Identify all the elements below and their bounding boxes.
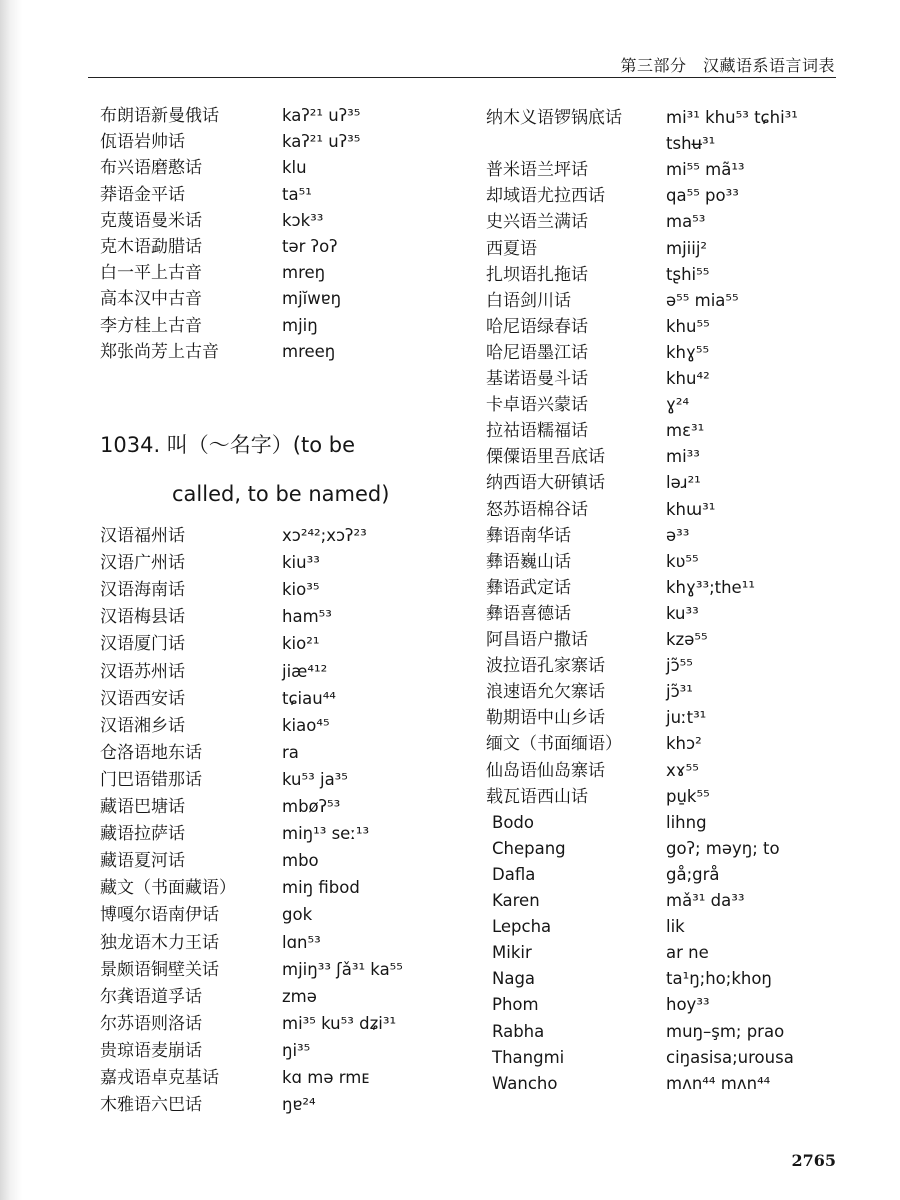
- language-name: 克木语勐腊话: [100, 237, 202, 257]
- language-name: 却域语尤拉西话: [486, 186, 605, 207]
- word-form: ta⁵¹: [282, 184, 312, 204]
- word-form: lihng: [666, 812, 707, 832]
- language-name: 李方桂上古音: [100, 315, 202, 336]
- word-form: mi⁵⁵ mã¹³: [666, 160, 745, 180]
- language-name: 勒期语中山乡话: [486, 708, 605, 729]
- language-name: 门巴语错那话: [100, 769, 202, 790]
- language-name: 汉语厦门话: [100, 634, 185, 655]
- entry-heading-line2: called, to be named): [172, 482, 390, 506]
- language-name: 汉语西安话: [100, 688, 185, 709]
- language-name: 藏文（书面藏语）: [100, 878, 236, 899]
- word-form: khɣ³³;the¹¹: [666, 577, 755, 597]
- word-form: lik: [666, 917, 685, 937]
- word-form: mreŋ: [282, 263, 326, 283]
- language-name: 汉语湘乡话: [100, 715, 185, 736]
- word-form: ciŋasisa;urousa: [666, 1047, 794, 1067]
- page-number: 2765: [791, 1151, 836, 1170]
- language-name: 布兴语磨憨话: [100, 158, 202, 179]
- language-name: Mikir: [492, 943, 532, 963]
- word-form: kaʔ²¹ uʔ³⁵: [282, 132, 361, 152]
- word-form: klu: [282, 158, 307, 178]
- word-form: kɑ mə rmᴇ: [282, 1068, 370, 1087]
- language-name: 白语剑川话: [486, 290, 571, 311]
- word-form: jɔ̃³¹: [666, 682, 693, 702]
- word-form: khu⁵⁵: [666, 316, 710, 336]
- word-form: tɕiau⁴⁴: [282, 688, 336, 708]
- word-form: mbo: [282, 851, 319, 871]
- word-form: kiao⁴⁵: [282, 715, 330, 735]
- word-form: hoy³³: [666, 995, 710, 1015]
- language-name: 尔苏语则洛话: [100, 1013, 202, 1034]
- word-form: mʌn⁴⁴ mʌn⁴⁴: [666, 1073, 771, 1093]
- entry-heading-line1: 1034. 叫（～名字）(to be: [100, 433, 355, 457]
- word-form: goʔ; məyŋ; to: [666, 838, 780, 858]
- language-name: 纳西语大研镇话: [486, 473, 605, 494]
- word-form: xɔ²⁴²;xɔʔ²³: [282, 526, 367, 545]
- language-name: Rabha: [492, 1021, 545, 1041]
- language-name: 汉语梅县话: [100, 607, 185, 628]
- language-name: 独龙语木力王话: [100, 932, 219, 953]
- language-name: Bodo: [492, 812, 534, 832]
- word-form: khɣ⁵⁵: [666, 342, 710, 362]
- language-name: 汉语苏州话: [100, 661, 185, 682]
- language-name: Karen: [492, 891, 540, 910]
- word-form: ma⁵³: [666, 212, 706, 232]
- word-form: zmə: [282, 986, 317, 1006]
- language-name: 载瓦语西山话: [486, 786, 588, 807]
- word-form: muŋ–şm; prao: [666, 1021, 785, 1041]
- word-form: gok: [282, 905, 313, 925]
- language-name: Thangmi: [492, 1047, 565, 1067]
- language-name: 怒苏语棉谷话: [486, 499, 588, 520]
- word-form: mjiŋ: [282, 315, 318, 335]
- word-form: ə⁵⁵ mia⁵⁵: [666, 290, 739, 310]
- language-name: 彝语南华话: [486, 525, 571, 546]
- word-form: ra: [282, 742, 299, 762]
- word-form: ku³³: [666, 603, 699, 623]
- word-form: tshʉ³¹: [666, 134, 716, 154]
- word-form: tʂhi⁵⁵: [666, 264, 710, 284]
- language-name: 波拉语孔家寨话: [486, 656, 605, 677]
- word-form: miŋ¹³ seː¹³: [282, 824, 370, 844]
- language-name: Phom: [492, 995, 539, 1015]
- language-name: Naga: [492, 969, 536, 989]
- word-form: mjiij²: [666, 238, 708, 258]
- language-name: 白一平上古音: [100, 263, 202, 284]
- word-form: mreeŋ: [282, 341, 336, 361]
- word-form: mɛ³¹: [666, 421, 705, 441]
- language-name: Wancho: [492, 1073, 558, 1093]
- word-form: mi³⁵ ku⁵³ dʑi³¹: [282, 1013, 397, 1033]
- word-form: kaʔ²¹ uʔ³⁵: [282, 106, 361, 125]
- word-form: mbøʔ⁵³: [282, 797, 341, 816]
- language-name: 布朗语新曼俄话: [100, 106, 219, 126]
- word-form: ku⁵³ ja³⁵: [282, 769, 348, 789]
- word-form: ham⁵³: [282, 607, 332, 627]
- language-name: 汉语广州话: [100, 553, 185, 574]
- language-name: 汉语福州话: [100, 526, 185, 546]
- word-form: mǎ³¹ da³³: [666, 891, 745, 910]
- word-form: xɤ⁵⁵: [666, 760, 699, 780]
- language-name: 藏语拉萨话: [100, 824, 185, 845]
- language-name: 佤语岩帅话: [100, 132, 185, 153]
- language-name: 博嘎尔语南伊话: [100, 905, 219, 926]
- word-form: mi³³: [666, 447, 700, 467]
- word-form: jɔ̃⁵⁵: [666, 656, 693, 676]
- word-form: mjĭwɐŋ: [282, 289, 342, 309]
- language-name: 缅文（书面缅语）: [486, 734, 622, 755]
- language-name: 普米语兰坪话: [486, 160, 588, 181]
- language-name: 卡卓语兴蒙话: [486, 395, 588, 416]
- word-form: kio³⁵: [282, 580, 320, 600]
- word-form: ta¹ŋ;ho;khoŋ: [666, 969, 772, 989]
- language-name: 高本汉中古音: [100, 289, 202, 310]
- language-name: 拉祜语糯福话: [486, 421, 588, 442]
- language-name: Chepang: [492, 838, 566, 858]
- word-form: gå;grå: [666, 864, 720, 884]
- language-name: 贵琼语麦崩话: [100, 1040, 202, 1061]
- word-form: kio²¹: [282, 634, 320, 654]
- word-form: ar ne: [666, 943, 709, 963]
- language-name: Lepcha: [492, 917, 552, 937]
- language-name: 基诺语曼斗话: [486, 369, 588, 389]
- language-name: 郑张尚芳上古音: [100, 341, 219, 362]
- language-name: 景颇语铜壁关话: [100, 959, 219, 980]
- language-name: 彝语武定话: [486, 577, 571, 598]
- language-name: 彝语喜德话: [486, 603, 571, 624]
- word-form: mjiŋ³³ ʃǎ³¹ ka⁵⁵: [282, 959, 403, 979]
- language-name: 浪速语允欠寨话: [486, 682, 605, 703]
- word-form: kɔk³³: [282, 210, 324, 230]
- language-name: 西夏语: [486, 238, 537, 259]
- word-form: khɯ³¹: [666, 499, 716, 519]
- word-form: pu̱k⁵⁵: [666, 786, 710, 806]
- language-name: 阿昌语户撒话: [486, 630, 588, 650]
- language-name: 尔龚语道孚话: [100, 986, 202, 1007]
- language-name: 彝语巍山话: [486, 551, 571, 572]
- language-name: Dafla: [492, 864, 536, 884]
- language-name: 克蔑语曼米话: [100, 210, 202, 231]
- language-name: 哈尼语墨江话: [486, 342, 588, 363]
- language-name: 傈僳语里吾底话: [486, 447, 605, 468]
- language-name: 藏语夏河话: [100, 851, 185, 872]
- word-form: kiu³³: [282, 553, 320, 573]
- language-name: 汉语海南话: [100, 580, 185, 601]
- word-form: lɑn⁵³: [282, 932, 321, 952]
- language-name: 纳木义语锣锅底话: [486, 108, 622, 128]
- word-form: ləɹ²¹: [666, 473, 701, 493]
- language-name: 嘉戎语卓克基话: [100, 1068, 219, 1088]
- word-form: kʋ⁵⁵: [666, 551, 699, 571]
- word-form: ə³³: [666, 525, 690, 545]
- word-form: kzə⁵⁵: [666, 630, 708, 649]
- language-name: 史兴语兰满话: [486, 212, 588, 233]
- running-head: 第三部分 汉藏语系语言词表: [620, 56, 835, 75]
- word-form: ŋɐ²⁴: [282, 1095, 316, 1115]
- word-form: khu⁴²: [666, 369, 710, 388]
- language-name: 木雅语六巴话: [100, 1095, 202, 1116]
- language-name: 仙岛语仙岛寨话: [486, 760, 605, 781]
- language-name: 哈尼语绿春话: [486, 316, 588, 337]
- header-rule: [88, 77, 836, 78]
- word-form: ŋi³⁵: [282, 1040, 311, 1060]
- word-form: tər ʔoʔ: [282, 237, 338, 256]
- language-name: 仓洛语地东话: [100, 742, 202, 763]
- word-form: mi³¹ khu⁵³ tɕhi³¹: [666, 108, 798, 127]
- language-name: 莽语金平话: [100, 184, 185, 205]
- word-form: khɔ²: [666, 734, 702, 754]
- word-form: ɣ²⁴: [666, 395, 690, 415]
- word-form: qa⁵⁵ po³³: [666, 186, 739, 206]
- word-form: juːt³¹: [666, 708, 707, 728]
- word-form: miŋ fibod: [282, 878, 360, 898]
- language-name: 藏语巴塘话: [100, 797, 185, 817]
- word-form: jiæ⁴¹²: [282, 661, 328, 681]
- language-name: 扎坝语扎拖话: [486, 264, 588, 285]
